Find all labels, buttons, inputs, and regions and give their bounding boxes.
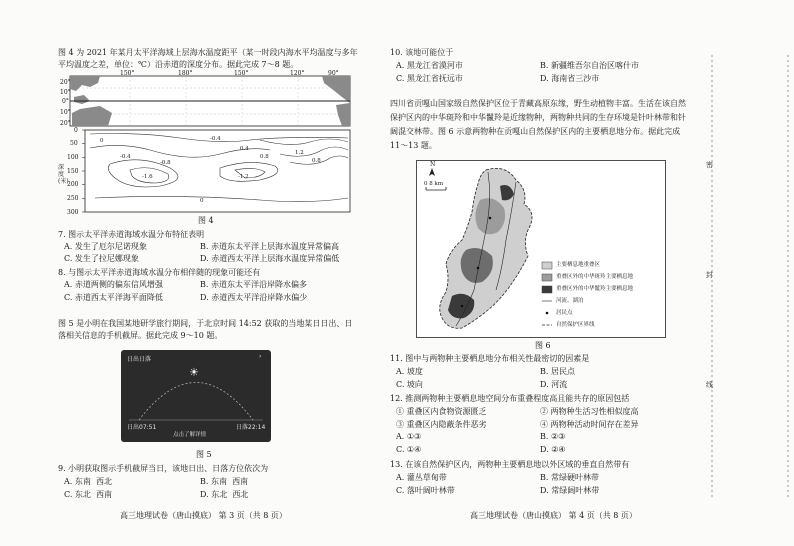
lon-label: 150° xyxy=(120,70,135,77)
q12-statement-4: ④ 两物种活动时间存在差异 xyxy=(540,420,639,429)
intro-fig6: 四川省贡嘎山国家级自然保护区位于青藏高原东缘，野生动植物丰富。生活在该自然保护区内的中华斑羚和中华鬣羚是近缘物种，两物种共同的生存环境是针叶林带和针阔混交林带。图 6 示意两物种在贡嘎山自然保护区内的主要栖息地分布。据此完成 11～13 题。 xyxy=(390,99,686,150)
q11-option-d[interactable]: D. 河流 xyxy=(540,380,568,389)
legend-settlement: 居民点 xyxy=(556,310,573,316)
q12-option-d[interactable]: D. ②④ xyxy=(540,445,566,454)
binding-char: 密 xyxy=(706,161,713,169)
q9-b-sunrise: B. 东南 xyxy=(200,477,227,486)
q9-d-sunrise: D. 东北 xyxy=(200,490,228,499)
q12-statement-1: ① 重叠区内食物资源匮乏 xyxy=(396,407,487,416)
habitat-map-svg xyxy=(416,160,666,338)
q10-option-a[interactable]: A. 黑龙江省漠河市 xyxy=(396,61,463,70)
q9-option-a[interactable] xyxy=(64,476,112,487)
q8-option-d[interactable]: D. 赤道西太平洋沿岸降水偏少 xyxy=(200,293,308,302)
sunset-time: 日落22:14 xyxy=(236,424,266,431)
contour-label: -1.2 xyxy=(238,174,249,180)
q10-stem: 10. 该地可能位于 xyxy=(390,48,454,57)
q9-d-sunset: 西北 xyxy=(232,490,249,499)
q11-option-b[interactable]: B. 居民点 xyxy=(540,367,575,376)
q9-option-c[interactable] xyxy=(64,489,112,500)
legend-overlap: 主要栖息地重叠区 xyxy=(556,262,601,268)
binding-char: 线 xyxy=(706,381,713,389)
pacific-map-svg xyxy=(60,73,360,128)
contour-label: 0.8 xyxy=(260,154,269,160)
depth-axis-label: 深度(米) xyxy=(58,164,69,185)
q7-option-c[interactable]: C. 发生了拉尼娜现象 xyxy=(64,254,139,263)
contour-label: -0.4 xyxy=(210,136,221,142)
q8-stem: 8. 与图示太平洋赤道海域水温分布相伴随的现象可能还有 xyxy=(58,268,261,277)
q10-option-b[interactable]: B. 新疆维吾尔自治区喀什市 xyxy=(540,61,639,70)
figure-4-caption: 图 4 xyxy=(198,216,214,225)
intro-fig5: 图 5 是小明在我国某地研学旅行期间，于北京时间 14:52 获取的当地某日日出、日落相关信息的手机截屏。据此完成 9～10 题。 xyxy=(58,319,353,340)
q9-b-sunset: 西南 xyxy=(232,477,249,486)
north-arrow-icon: N xyxy=(430,161,436,168)
q9-c-sunset: 西南 xyxy=(96,490,113,499)
contour-label: 0 xyxy=(200,198,204,204)
lat-label: 20° xyxy=(60,120,71,127)
contour-label: -0.4 xyxy=(120,154,131,160)
q11-option-a[interactable]: A. 坡度 xyxy=(396,367,423,376)
q11-option-c[interactable]: C. 坡向 xyxy=(396,380,423,389)
figure-4-depth-section xyxy=(60,128,360,222)
details-button[interactable]: 点击了解详情 xyxy=(173,432,207,438)
left-page-footer: 高三地理试卷（唐山摸底） 第 3 页（共 8 页） xyxy=(120,511,287,520)
q12-statement-2: ② 两物种生活习性相似度高 xyxy=(540,407,639,416)
depth-tick: 0 xyxy=(74,127,78,134)
legend-boundary: 自然保护区界线 xyxy=(556,322,595,328)
figure-4-map xyxy=(60,70,360,132)
q7-stem: 7. 图示太平洋赤道海域水温分布特征表明 xyxy=(58,230,205,239)
q9-option-b[interactable] xyxy=(200,476,248,487)
intro-fig4: 图 4 为 2021 年某月太平洋海域上层海水温度距平（某一时段内海水平均温度与多年平均温度之差，单位：℃）沿赤道的深度分布。据此完成 7～8 题。 xyxy=(58,48,358,69)
q9-a-sunrise: A. 东南 xyxy=(64,477,91,486)
q13-option-d[interactable]: D. 常绿阔叶林带 xyxy=(540,486,600,495)
q8-option-c[interactable]: C. 赤道西太平洋海平面降低 xyxy=(64,293,163,302)
q10-option-c[interactable]: C. 黑龙江省抚远市 xyxy=(396,74,463,83)
depth-tick: 200 xyxy=(67,181,79,188)
lon-label: 150° xyxy=(234,70,249,77)
contour-label: 0 xyxy=(100,138,104,144)
sunrise-time: 日出07:51 xyxy=(127,424,157,431)
lon-label: 120° xyxy=(290,70,305,77)
legend-goral: 重叠区外的中华斑羚主要栖息地 xyxy=(556,274,634,280)
contour-label: -1.6 xyxy=(142,174,153,180)
q7-option-b[interactable]: B. 赤道东太平洋上层海水温度异常偏高 xyxy=(200,242,339,251)
lat-label: 0° xyxy=(62,98,69,105)
figure-6-map xyxy=(416,160,666,338)
depth-tick: 50 xyxy=(70,140,78,147)
phone-title: 日出日落 xyxy=(127,356,152,363)
binding-lines-svg xyxy=(706,0,794,546)
q13-option-b[interactable]: B. 常绿硬叶林带 xyxy=(540,473,599,482)
q12-statement-3: ③ 重叠区内隐蔽条件恶劣 xyxy=(396,420,487,429)
q9-c-sunrise: C. 东北 xyxy=(64,490,91,499)
q8-option-b[interactable]: B. 赤道东太平洋沿岸降水偏多 xyxy=(200,280,307,289)
q10-option-d[interactable]: D. 海南省三沙市 xyxy=(540,74,600,83)
q13-option-c[interactable]: C. 落叶阔叶林带 xyxy=(396,486,455,495)
sun-icon: ☀ xyxy=(189,366,199,379)
right-page-footer: 高三地理试卷（唐山摸底） 第 4 页（共 8 页） xyxy=(470,511,637,520)
lat-label: 10° xyxy=(60,89,71,96)
contour-label: -0.8 xyxy=(160,160,171,166)
q7-option-a[interactable]: A. 发生了厄尔尼诺现象 xyxy=(64,242,147,251)
binding-char: 封 xyxy=(706,271,713,279)
lon-label: 90° xyxy=(328,70,339,77)
scale-bar-label: 0 8 km xyxy=(424,181,444,187)
binding-strip xyxy=(706,0,794,546)
depth-tick: 100 xyxy=(67,154,79,161)
depth-tick: 300 xyxy=(67,209,79,216)
q13-stem: 13. 在该自然保护区内，两物种主要栖息地以外区域的垂直自然带有 xyxy=(390,460,630,469)
q12-option-b[interactable]: B. ②③ xyxy=(540,432,566,441)
q13-option-a[interactable]: A. 灌丛草甸带 xyxy=(396,473,447,482)
q12-stem: 12. 推测两物种主要栖息地空间分布重叠程度高且能共存的原因包括 xyxy=(390,394,630,403)
contour-label: 0.4 xyxy=(240,146,249,152)
figure-5-phone-screenshot xyxy=(121,350,271,442)
figure-5-caption: 图 5 xyxy=(196,450,212,459)
q12-option-a[interactable]: A. ①③ xyxy=(396,432,422,441)
q12-option-c[interactable]: C. ①④ xyxy=(396,445,422,454)
q9-stem: 9. 小明获取图示手机截屏当日，该地日出、日落方位依次为 xyxy=(58,464,269,473)
contour-label: 1.2 xyxy=(295,150,304,156)
q9-option-d[interactable] xyxy=(200,489,248,500)
lon-label: 180° xyxy=(178,70,193,77)
legend-serow: 重叠区外的中华鬣羚主要栖息地 xyxy=(556,286,634,292)
depth-tick: 250 xyxy=(67,195,79,202)
depth-tick: 150 xyxy=(67,168,79,175)
q11-stem: 11. 图中与两物种主要栖息地分布相关性最密切的因素是 xyxy=(390,354,590,363)
contour-label: 0.8 xyxy=(312,158,321,164)
chevron-right-icon: › xyxy=(259,353,262,360)
q7-option-d[interactable]: D. 赤道西太平洋上层海水温度异常偏低 xyxy=(200,254,340,263)
lat-label: 10° xyxy=(60,109,71,116)
q9-a-sunset: 西北 xyxy=(95,477,112,486)
lat-label: 20° xyxy=(60,79,71,86)
q8-option-a[interactable]: A. 赤道两侧的偏东信风增强 xyxy=(64,280,163,289)
legend-river: 河流、湖泊 xyxy=(556,298,584,304)
figure-6-caption: 图 6 xyxy=(535,341,551,350)
